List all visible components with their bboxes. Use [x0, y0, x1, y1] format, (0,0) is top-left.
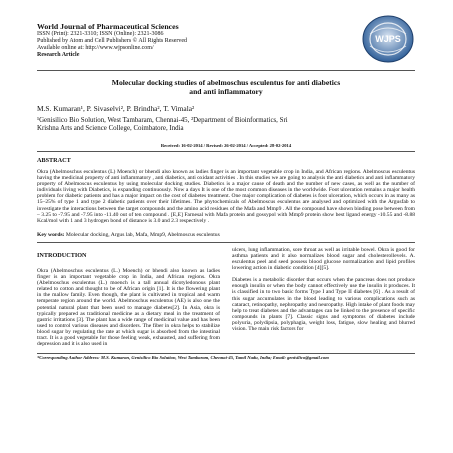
abstract-heading: ABSTRACT	[37, 157, 71, 164]
available-online-line: Available online at: http://www.wjpsonline.com/	[37, 45, 154, 51]
received-dates: Received: 16-02-2014 / Revised: 26-02-2014 / Accepted: 28-02-2014	[160, 143, 292, 148]
footnote-divider	[37, 353, 415, 354]
body-columns	[37, 247, 415, 353]
dates-divider	[37, 151, 415, 152]
introduction-heading: INTRODUCTION	[37, 251, 87, 259]
left-column	[37, 247, 220, 353]
right-column	[232, 247, 415, 353]
title-line-2: and anti inflammatory	[189, 87, 263, 96]
logo-text: WJPS	[375, 34, 401, 44]
keywords-text: Molecular docking, Argus lab, Mafa, Mmp9, Abelmoscus esculentus	[64, 231, 220, 238]
intro-paragraph-2: ulcers, lung inflammation, sore throat as well as irritable bowel. Okra is good for asthma patients and it also normalizes blood sugar and cholesterollevels. A. esculentus peel and seed possess blood glucose normalization and lipid profiles lowering action in diabetic condition [4][5].	[232, 246, 415, 272]
keywords	[37, 232, 415, 238]
affiliation-line-2: Krishna Arts and Science College, Coimbatore, India	[37, 125, 184, 132]
keywords-label: Key words:	[37, 231, 65, 238]
corresponding-author-footnote: *Corresponding Author Address: M.S. Kumaran, Genisilico Bio Solution, West Tambaram, Chennai-45, Tamil Nadu, India; Email: genisilico@gmail.com	[37, 355, 329, 361]
author-list: M.S. Kumaran¹, P. Sivaselvi², P. Brindha², T. Vimala²	[37, 104, 195, 113]
affiliations	[37, 117, 415, 133]
header-divider	[37, 70, 415, 71]
journal-name: World Journal of Pharmaceutical Sciences	[37, 22, 179, 31]
title-line-1: Molecular docking studies of abelmoschus esculentus for anti diabetics	[111, 78, 341, 87]
article-title	[37, 78, 415, 96]
publisher-line: Published by Atom and Cell Publishers © All Rights Reserved	[37, 38, 188, 44]
intro-paragraph-3: Diabetes is a metabolic disorder that occurs when the pancreas does not produce enough insulin or when the body cannot effectively use the insulin it produces. It is classified in to two basic forms Type I and Type II diabetes [6] . As a result of this sugar accumulates in the blood leading to various complications such as cataract, retinopathy, nephropathy and neuropathy. High intake of plant foods may help to treat diabetes and the advantages can be linked to the presence of specific compounds in plants [7]. Classic signs and symptoms of diabetes include polyuria, polydipsia, polyphagia, weight loss, fatigue, slow healing and blurred vision. The main risk factors for	[232, 277, 415, 332]
abstract-text: Okra (Abelmoschus esculentus (L) Moench) or bhendi also known as ladies finger is an important vegetable crop in India, and African regions. Abelmoscus esculentus having the medicinal property of anti inflammatory , anti diabetics, anti oxidant activities . In this studies we are going to analysis the anti diabetics and anti inflammatory property of Abelmoscus esculentus by using molecular docking studies. Diabetics is a major cause of death and the number of new cases, as well as the number of individuals living with Diabetics, is expanding continuously. Now a days It is one of the most common diseases in the worldwide. Foot ulceration remains a major health problem for diabetic patients and has a major impact on the cost of diabetes treatment. One major complication of diabetes is foot ulceration, which occurs in as many as 15–25% of type 1 and type 2 diabetic patients over their lifetimes. The phytochemicals of Abelmoscus esculentus are analysed and optimized with the Argusfab to investigate the interactions between the target compounds and the amino acid residues of the Mafa and Mmp9 . All the compound have shown binding pose between from – 3.25 to -7.95 and -7.95 into -11.40 out of ten compound . [E,E] Farnesal with Mafa protein and gossypol with Mmp9 protein show best ligand energy -10.55 and -8.88 Kcal/mol with 1 and 3 hydrogen bond of distance is 3.0 and 2.3 respectively .	[37, 169, 415, 224]
journal-header	[37, 0, 415, 70]
issn-line: ISSN (Print): 2321-3310; ISSN (Online): 2321-3086	[37, 31, 164, 37]
keywords-divider	[37, 242, 415, 243]
intro-paragraph-1: Okra (Abelmoschus esculentus (L.) Moench) or bhendi also known as ladies finger is an important vegetable crop in India, and African regions. Okra (Abelmoschus esculentus (L.) moench is a tall annual dicotyledonous plant related to cotton and thought to be of African origin [1]. It is the flowering plant in the mallow family. Even though, the plant is cultivated in tropical and warm temperate region around the world. Abelmoschus esculentus (AE) is also one the potential natural plant that been used to manage diabetes[2]. In Asia, okra is typically prepared as traditional medicine as a dietary meal in the treatment of gastric irritations [3]. The plant has a wide range of medicinal value and has been used to control various diseases and disorders. The fiber in okra helps to stabilize blood sugar by regulating the rate at which sugar is absorbed from the intestinal tract. It is a good vegetable for those feeling weak, exhausted, and suffering from depression and it is also used in	[37, 267, 220, 348]
affiliation-line-1: ¹Genisilico Bio Solution, West Tambaram, Chennai-45, ²Department of Bioinformatics, Sri	[37, 117, 288, 124]
article-type: Research Article	[37, 52, 80, 58]
journal-logo-icon	[361, 14, 415, 64]
